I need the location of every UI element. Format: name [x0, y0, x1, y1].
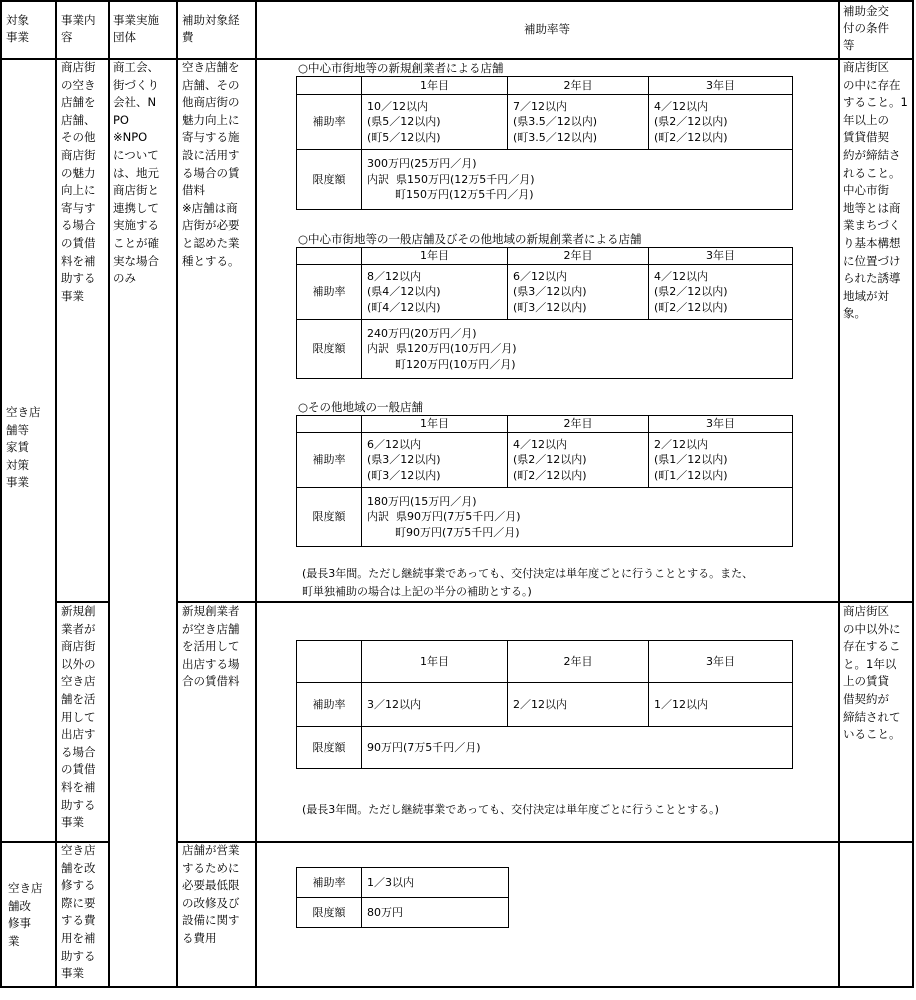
section1-title: ○中心市街地等の新規創業者による店舗 — [298, 61, 504, 75]
limit-label: 限度額 — [297, 898, 362, 928]
row1-condition: 商店街区 の中に存在 すること。1 年以上の 賃貸借契 約が締結さ れること。 中心市街 地等とは商 業まちづく り基本構想 に位置づけ られた誘導 地域が対 象。 — [843, 60, 908, 321]
section2-table — [296, 247, 793, 379]
header-content: 事業内 容 — [61, 13, 96, 44]
year2-header: 2年目 — [508, 248, 649, 265]
grid-line — [176, 841, 914, 843]
rate-label: 補助率 — [297, 265, 362, 320]
header-org: 事業実施 団体 — [113, 13, 159, 44]
limit-label: 限度額 — [297, 488, 362, 547]
limit-value: 90万円(7万5千円／月) — [362, 727, 793, 769]
rate-year3: 4／12以内 (県2／12以内) (町2／12以内) — [649, 265, 793, 320]
grid-line — [0, 0, 914, 2]
year1-header: 1年目 — [362, 416, 508, 433]
row3-content: 空き店 舗を改 修する 際に要 する費 用を補 助する 事業 — [61, 843, 96, 981]
limit-label: 限度額 — [297, 150, 362, 210]
label-renovation-project: 空き店 舗改 修事 業 — [8, 881, 43, 948]
year1-header: 1年目 — [362, 77, 508, 95]
limit-value: 180万円(15万円／月) 内訳 県90万円(7万5千円／月) 町90万円(7万5千円／月) — [362, 488, 793, 547]
row2-rate-table — [296, 640, 793, 769]
section3-title: ○その他地域の一般店舗 — [298, 400, 424, 414]
rate-year3: 2／12以内 (県1／12以内) (町1／12以内) — [649, 433, 793, 488]
year2-header: 2年目 — [508, 641, 649, 683]
rate-year1: 8／12以内 (県4／12以内) (町4／12以内) — [362, 265, 508, 320]
rate-year2: 6／12以内 (県3／12以内) (町3／12以内) — [508, 265, 649, 320]
rate-year1: 3／12以内 — [362, 683, 508, 727]
grid-line — [0, 0, 2, 988]
row1-org: 商工会、 街づくり 会社、N PO ※NPO について は、地元 商店街と 連携して 実施する ことが確 実な場合 のみ — [113, 60, 159, 286]
row2-expense: 新規創業者 が空き店舗 を活用して 出店する場 合の賃借料 — [182, 604, 240, 689]
section1-table — [296, 76, 793, 210]
row2-condition: 商店街区 の中以外に 存在するこ と。1年以 上の賃貸 借契約が 締結されて いること。 — [843, 604, 901, 742]
year2-header: 2年目 — [508, 416, 649, 433]
table-corner-cell — [297, 416, 362, 433]
rate-year2: 4／12以内 (県2／12以内) (町2／12以内) — [508, 433, 649, 488]
row2-content: 新規創 業者が 商店街 以外の 空き店 舗を活 用して 出店す る場合 の賃借 料を補 助する 事業 — [61, 604, 96, 830]
rate-label: 補助率 — [297, 683, 362, 727]
grid-line — [838, 0, 840, 988]
header-expense: 補助対象経 費 — [182, 13, 240, 44]
header-rate: 補助率等 — [524, 22, 570, 36]
header-target: 対象 事業 — [6, 13, 29, 44]
rate-label: 補助率 — [297, 868, 362, 898]
rate-year1: 6／12以内 (県3／12以内) (町3／12以内) — [362, 433, 508, 488]
grid-line — [176, 0, 178, 988]
table-corner-cell — [297, 77, 362, 95]
rate-year2: 2／12以内 — [508, 683, 649, 727]
table-corner-cell — [297, 641, 362, 683]
rate-year2: 7／12以内 (県3.5／12以内) (町3.5／12以内) — [508, 94, 649, 150]
section2-title: ○中心市街地等の一般店舗及びその他地域の新規創業者による店舗 — [298, 232, 642, 246]
grid-line — [108, 0, 110, 988]
header-condition: 補助金交 付の条件 等 — [843, 4, 889, 52]
row3-rate-table — [296, 867, 509, 928]
row1-content: 商店街 の空き 店舗を 店舗、 その他 商店街 の魅力 向上に 寄与す る場合 の賃借 料を補 助する 事業 — [61, 60, 96, 303]
rate-label: 補助率 — [297, 94, 362, 150]
year3-header: 3年目 — [649, 248, 793, 265]
row3-expense: 店舗が営業 するために 必要最低限 の改修及び 設備に関す る費用 — [182, 843, 240, 945]
table-corner-cell — [297, 248, 362, 265]
limit-label: 限度額 — [297, 727, 362, 769]
row1-note: (最長3年間。ただし継続事業であっても、交付決定は単年度ごとに行うこととする。また、 町単独補助の場合は上記の半分の補助とする。) — [302, 567, 754, 598]
limit-value: 300万円(25万円／月) 内訳 県150万円(12万5千円／月) 町150万円(12万5千円／月) — [362, 150, 793, 210]
year1-header: 1年目 — [362, 641, 508, 683]
rate-value: 1／3以内 — [362, 868, 509, 898]
year3-header: 3年目 — [649, 77, 793, 95]
year3-header: 3年目 — [649, 416, 793, 433]
rate-year3: 1／12以内 — [649, 683, 793, 727]
year2-header: 2年目 — [508, 77, 649, 95]
rate-year1: 10／12以内 (県5／12以内) (町5／12以内) — [362, 94, 508, 150]
year1-header: 1年目 — [362, 248, 508, 265]
label-vacancy-rent-project: 空き店 舗等 家賃 対策 事業 — [6, 405, 41, 490]
grid-line — [255, 0, 257, 988]
grid-line — [55, 0, 57, 988]
row2-note: (最長3年間。ただし継続事業であっても、交付決定は単年度ごとに行うこととする。) — [302, 803, 719, 816]
limit-value: 240万円(20万円／月) 内訳 県120万円(10万円／月) 町120万円(10万円／月) — [362, 320, 793, 379]
limit-label: 限度額 — [297, 320, 362, 379]
rate-label: 補助率 — [297, 433, 362, 488]
grid-line — [0, 986, 914, 988]
limit-value: 80万円 — [362, 898, 509, 928]
rate-year3: 4／12以内 (県2／12以内) (町2／12以内) — [649, 94, 793, 150]
grid-line — [176, 601, 914, 603]
year3-header: 3年目 — [649, 641, 793, 683]
section3-table — [296, 415, 793, 547]
row1-expense: 空き店舗を 店舗、その 他商店街の 魅力向上に 寄与する施 設に活用す る場合の賃 借料 ※店舗は商 店街が必要 と認めた業 種とする。 — [182, 60, 240, 268]
